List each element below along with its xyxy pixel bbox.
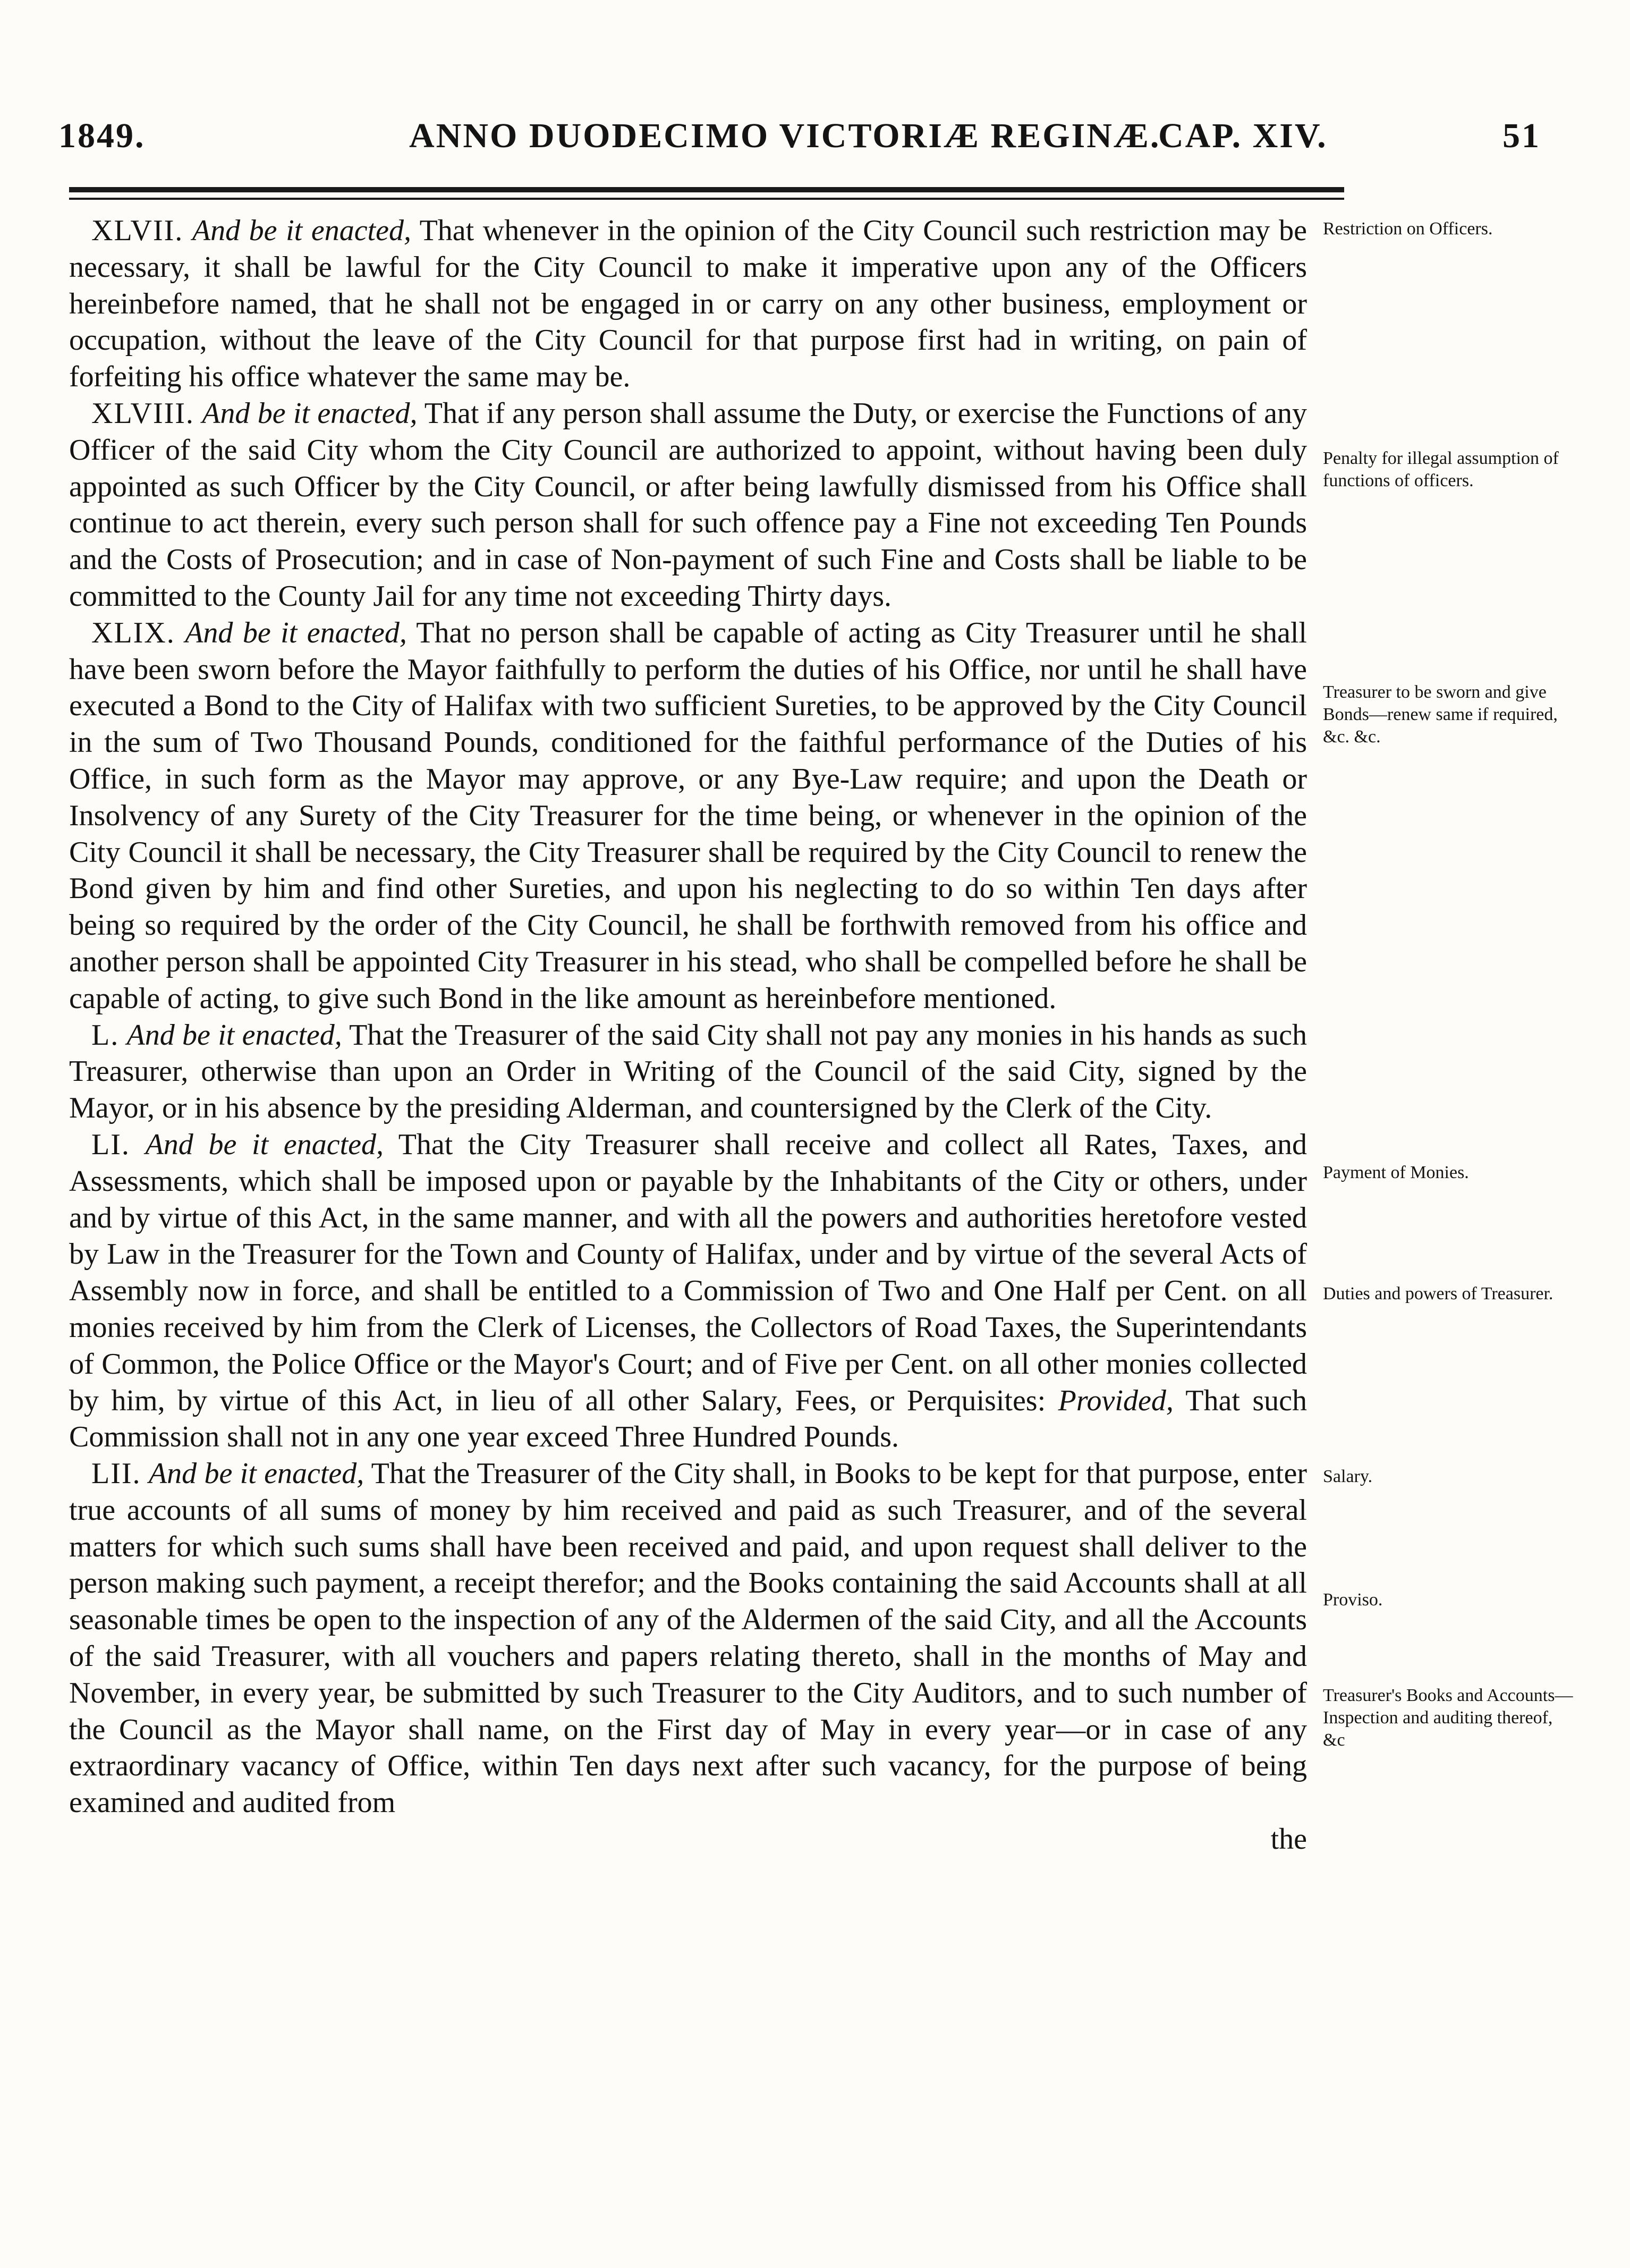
page-number: 51 (1502, 116, 1541, 155)
section-xlix (69, 615, 1307, 1017)
section-text: That no person shall be capable of acting as City Treasurer until he shall have been sworn before the Mayor faithfully to perform the duties of his Office, nor until he shall have executed a Bond to the City of Halifax with two sufficient Sureties, to be approved by the City Council in the sum of Two Thousand Pounds, conditioned for the faithful performance of the Duties of his Office, in such form as the Mayor may approve, or any Bye-Law require; and upon the Death or Insolvency of any Surety of the City Treasurer for the time being, or whenever in the opinion of the City Council it shall be necessary, the City Treasurer shall be required by the City Council to renew the Bond given by him and find other Sureties, and upon his neglecting to do so within Ten days after being so required by the order of the City Council, he shall be forthwith removed from his office and another person shall be appointed City Treasurer in his stead, who shall be compelled before he shall be capable of acting, to give such Bond in the like amount as hereinbefore mentioned. (69, 616, 1307, 1015)
section-text: That the City Treasurer shall receive and collect all Rates, Taxes, and Assessments, which shall be imposed upon or payable by the Inhabitants of the City or others, under and by virtue of this Act, in the same manner, and with all the powers and authorities heretofore vested by Law in the Treasurer for the Town and County of Halifax, under and by virtue of the several Acts of Assembly now in force, and shall be entitled to a Commission of Two and One Half per Cent. on all monies received by him from the Clerk of Licenses, the Collectors of Road Taxes, the Superintendants of Common, the Police Office or the Mayor's Court; and of Five per Cent. on all other monies collected by him, by virtue of this Act, in lieu of all other Salary, Fees, or Perquisites: (69, 1128, 1308, 1417)
section-lii (69, 1455, 1307, 1821)
enacting-clause: And be it enacted, (202, 396, 418, 430)
header-rule-thick (69, 187, 1344, 192)
enacting-clause: And be it enacted, (192, 214, 411, 247)
section-text: That the Treasurer of the said City shall not pay any monies in his hands as such Treasurer, otherwise than upon an Order in Writing of the Council of the said City, signed by the Mayor, or in his absence by the presiding Alderman, and countersigned by the Clerk of the City. (69, 1018, 1307, 1125)
catchword: the (1270, 1823, 1307, 1856)
enacting-clause: And be it enacted, (148, 1457, 364, 1491)
proviso-clause: Provided, (1058, 1384, 1174, 1417)
header-rule-thin (69, 198, 1344, 200)
section-l (69, 1017, 1307, 1127)
statute-body (69, 213, 1308, 1856)
section-number: LII. (91, 1457, 141, 1491)
section-li (69, 1127, 1307, 1455)
section-text: That if any person shall assume the Duty, or exercise the Functions of any Officer of the said City whom the City Council are authorized to appoint, without having been duly appointed as such Officer by the City Council, or after being lawfully dismissed from his Office shall continue to act therein, every such person shall for such offence pay a Fine not exceeding Ten Pounds and the Costs of Prosecution; and in case of Non-payment of such Fine and Costs shall be liable to be committed to the County Jail for any time not exceeding Thirty days. (69, 396, 1307, 613)
margin-note-proviso: Proviso. (1323, 1590, 1383, 1610)
section-number: XLVII. (91, 214, 184, 247)
section-number: L. (91, 1018, 120, 1052)
section-text: That such Commission shall not in any one year exceed Three Hundred Pounds. (69, 1384, 1308, 1454)
margin-note-restriction: Restriction on Officers. (1323, 219, 1493, 239)
header-year: 1849. (58, 116, 146, 155)
margin-note-treasurer-bond: Treasurer to be sworn and give Bonds—renew same if required, &c. &c. (1323, 682, 1558, 747)
margin-note-penalty: Penalty for illegal assumption of functions of officers. (1323, 448, 1559, 490)
running-header (58, 100, 1551, 158)
margin-note-salary: Salary. (1323, 1467, 1373, 1486)
section-number: LI. (91, 1128, 130, 1161)
section-xlvii (69, 213, 1307, 395)
header-title: ANNO DUODECIMO VICTORIÆ REGINÆ. (409, 116, 1161, 155)
section-number: XLIX. (91, 616, 175, 649)
enacting-clause: And be it enacted, (126, 1018, 342, 1052)
enacting-clause: And be it enacted, (145, 1128, 384, 1161)
section-number: XLVIII. (91, 396, 194, 430)
section-text: That the Treasurer of the City shall, in Books to be kept for that purpose, enter true accounts of all sums of money by him received and paid as such Treasurer, and of the several matters for which such sums shall have been received and paid, and upon request shall deliver to the person making such payment, a receipt therefor; and the Books containing the said Accounts shall at all seasonable times be open to the inspection of any of the Aldermen of the said City, and all the Accounts of the said Treasurer, with all vouchers and papers relating thereto, shall in the months of May and November, in every year, be submitted by such Treasurer to the City Auditors, and to such number of the Council as the Mayor shall name, on the First day of May in every year—or in case of any extraordinary vacancy of Office, within Ten days next after such vacancy, for the purpose of being examined and audited from (69, 1457, 1307, 1820)
header-chapter: CAP. XIV. (1158, 116, 1328, 155)
section-text: That whenever in the opinion of the City Council such restriction may be necessary, it shall be lawful for the City Council to make it imperative upon any of the Officers hereinbefore named, that he shall not be engaged in or carry on any other business, employment or occupation, without the leave of the City Council for that purpose first had in writing, on pain of forfeiting his office whatever the same may be. (69, 214, 1307, 394)
margin-note-duties: Duties and powers of Treasurer. (1323, 1284, 1553, 1304)
margin-note-payment: Payment of Monies. (1323, 1163, 1469, 1182)
enacting-clause: And be it enacted, (185, 616, 407, 649)
margin-note-books: Treasurer's Books and Accounts—Inspection and auditing thereof, &c (1323, 1686, 1573, 1750)
section-xlviii (69, 395, 1307, 615)
